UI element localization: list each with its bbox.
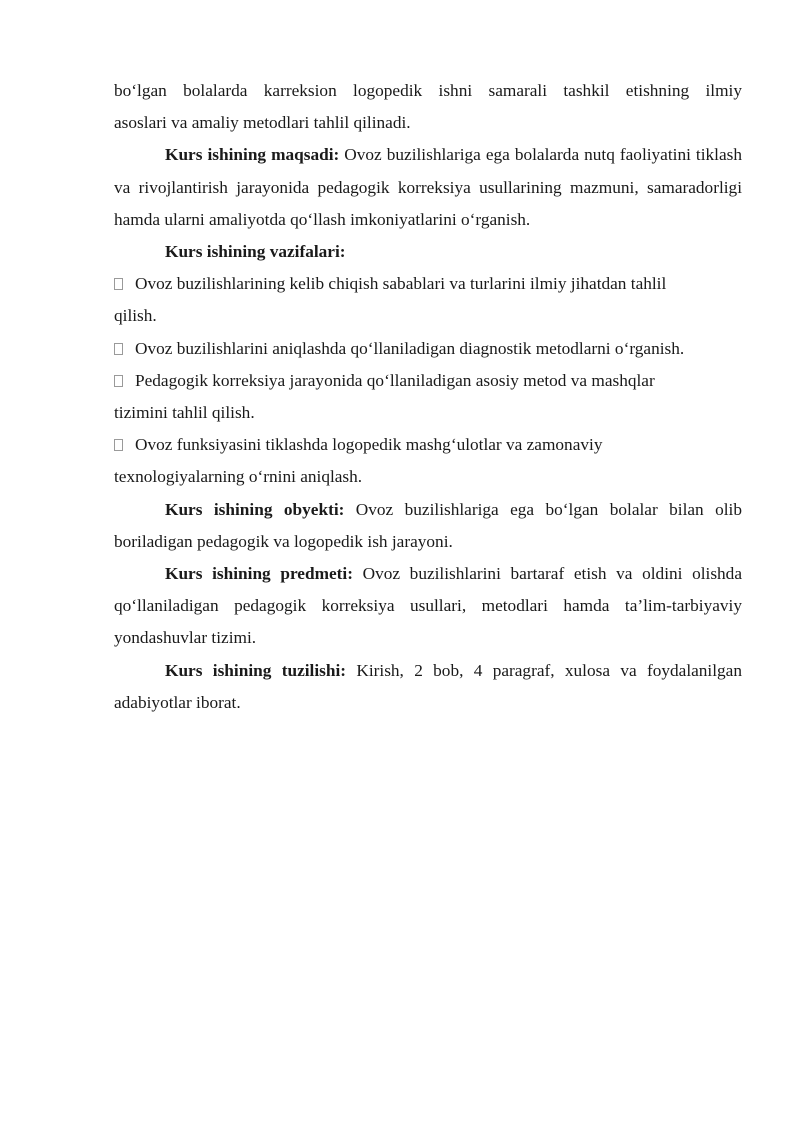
maqsad-label: Kurs ishining maqsadi: xyxy=(165,145,340,165)
list-item xyxy=(114,268,742,332)
maqsad-text: Ovoz buzilishlariga ega bolalarda nutq faoliyatini tiklash va rivojlantirish jarayonida pedagogik korreksiya usullarining mazmuni, samaradorligi hamda ularni amaliyotda qo‘llash imkoniyatlarini o‘rganish. xyxy=(114,145,742,229)
list-item-line-2: texnologiyalarning o‘rnini aniqlash. xyxy=(114,467,363,487)
list-item-line-1: Ovoz buzilishlarini aniqlashda qo‘llaniladigan diagnostik metodlarni o‘rganish. xyxy=(135,338,685,358)
maqsad-paragraph xyxy=(114,139,742,236)
obyekti-label: Kurs ishining obyekti: xyxy=(165,499,345,519)
tuzilishi-paragraph xyxy=(114,655,742,719)
vazifalar-label: Kurs ishining vazifalari: xyxy=(165,242,346,262)
list-item-line-1: Ovoz funksiyasini tiklashda logopedik mashg‘ulotlar va zamonaviy xyxy=(135,435,603,455)
list-item xyxy=(114,333,742,365)
vazifalar-heading xyxy=(114,236,742,268)
intro-line-2: asoslari va amaliy metodlari tahlil qilinadi. xyxy=(114,113,411,133)
list-item-line-1: Pedagogik korreksiya jarayonida qo‘llaniladigan asosiy metod va mashqlar xyxy=(135,370,655,390)
intro-paragraph-end xyxy=(114,107,742,139)
predmeti-paragraph xyxy=(114,558,742,655)
list-item xyxy=(114,429,742,493)
obyekti-text: Ovoz buzilishlariga ega bo‘lgan bolalar bilan olib boriladigan pedagogik va logopedik ish jarayoni. xyxy=(114,499,742,551)
bullet-icon xyxy=(114,278,123,290)
predmeti-text: Ovoz buzilishlarini bartaraf etish va oldini olishda qo‘llaniladigan pedagogik korreksiya usullari, metodlari hamda ta’lim-tarbiyaviy yondashuvlar tizimi. xyxy=(114,564,742,648)
list-item-line-2: tizimini tahlil qilish. xyxy=(114,403,255,423)
bullet-icon xyxy=(114,439,123,451)
intro-paragraph xyxy=(114,75,742,107)
intro-line-1: bo‘lgan bolalarda karreksion logopedik ishni samarali tashkil etishning ilmiy xyxy=(114,81,742,100)
list-item xyxy=(114,365,742,429)
vazifalar-list xyxy=(114,268,742,493)
list-item-line-2: qilish. xyxy=(114,306,157,326)
predmeti-label: Kurs ishining predmeti: xyxy=(165,564,353,584)
bullet-icon xyxy=(114,375,123,387)
obyekti-paragraph xyxy=(114,494,742,558)
tuzilishi-label: Kurs ishining tuzilishi: xyxy=(165,660,347,680)
list-item-line-1: Ovoz buzilishlarining kelib chiqish sabablari va turlarini ilmiy jihatdan tahlil xyxy=(135,274,667,294)
bullet-icon xyxy=(114,343,123,355)
tuzilishi-text: Kirish, 2 bob, 4 paragraf, xulosa va foydalanilgan adabiyotlar iborat. xyxy=(114,660,742,712)
